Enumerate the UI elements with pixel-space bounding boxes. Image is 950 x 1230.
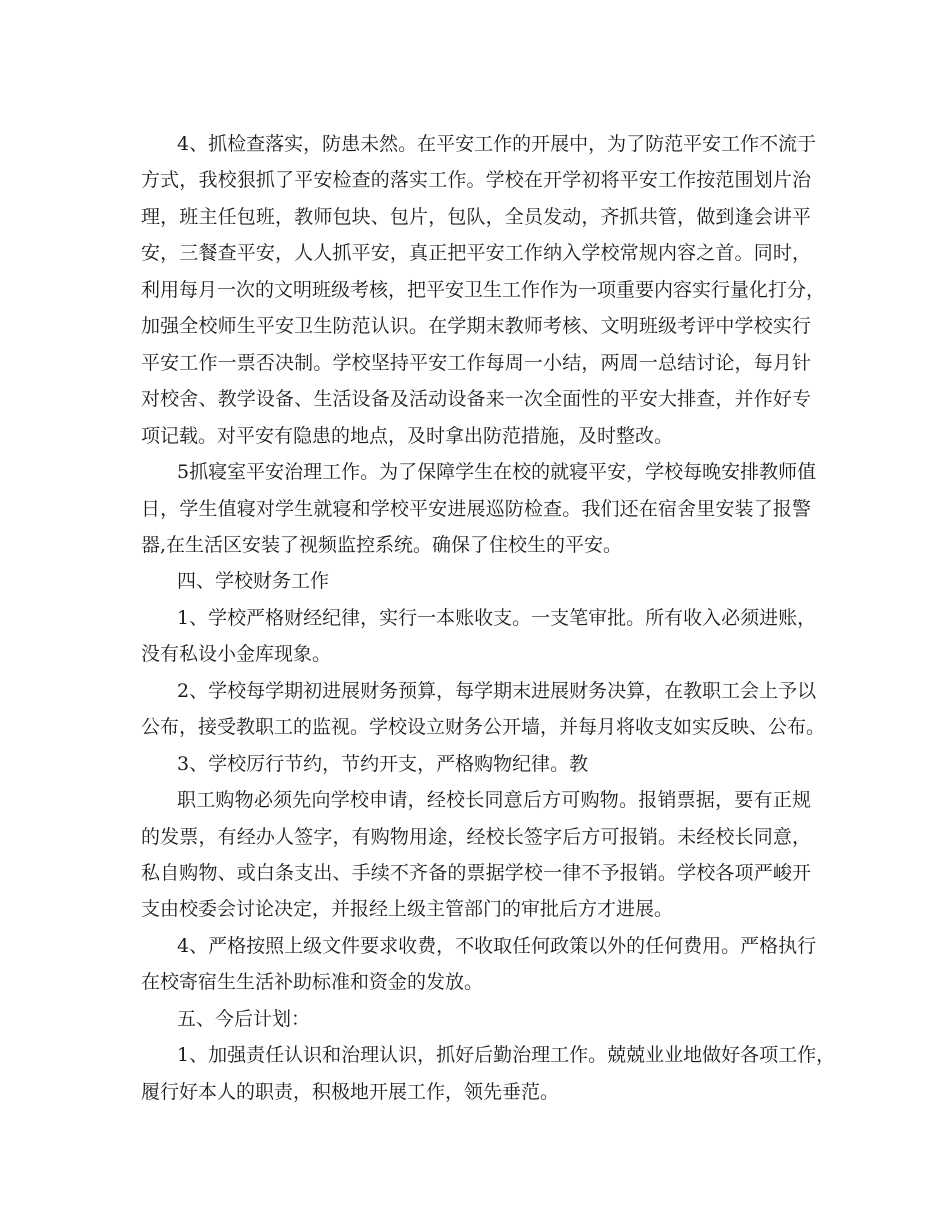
text-line-5: 利用每月一次的文明班级考核，把平安卫生工作作为一项重要内容实行量化打分， (141, 279, 826, 301)
text-line-22: 支由校委会讨论决定，并报经上级主管部门的审批后方才进展。 (141, 898, 674, 920)
text-line-26: 1、加强责任认识和治理认识，抓好后勤治理工作。兢兢业业地做好各项工作， (177, 1044, 836, 1066)
text-line-27: 履行好本人的职责，积极地开展工作，领先垂范。 (141, 1081, 560, 1103)
text-line-3: 理，班主任包班，教师包块、包片，包队，全员发动，齐抓共管，做到逢会讲平 (141, 206, 811, 228)
text-line-2: 方式，我校狠抓了平安检查的落实工作。学校在开学初将平安工作按范围划片治 (141, 169, 811, 191)
text-line-15: 没有私设小金库现象。 (141, 643, 332, 665)
text-line-6: 加强全校师生平安卫生防范认识。在学期末教师考核、文明班级考评中学校实行 (141, 315, 811, 337)
text-line-18: 3、学校厉行节约，节约开支，严格购物纪律。教 (177, 753, 589, 775)
text-line-23: 4、严格按照上级文件要求收费，不收取任何政策以外的任何费用。严格执行 (177, 935, 817, 957)
text-line-8: 对校舍、教学设备、生活设备及活动设备来一次全面性的平安大排查，并作好专 (141, 388, 811, 410)
text-line-1: 4、抓检查落实，防患未然。在平安工作的开展中，为了防范平安工作不流于 (177, 133, 817, 155)
text-line-14: 1、学校严格财经纪律，实行一本账收支。一支笔审批。所有收入必须进账， (177, 607, 817, 629)
text-line-17: 公布，接受教职工的监视。学校设立财务公开墙，并每月将收支如实反映、公布。 (141, 716, 826, 738)
section-heading-future-plan: 五、今后计划： (177, 1008, 311, 1030)
text-line-9: 项记载。对平安有隐患的地点，及时拿出防范措施，及时整改。 (141, 425, 674, 447)
text-line-12: 器,在生活区安装了视频监控系统。确保了住校生的平安。 (141, 534, 623, 556)
text-line-4: 安，三餐查平安，人人抓平安，真正把平安工作纳入学校常规内容之首。同时， (141, 242, 811, 264)
section-heading-finance: 四、学校财务工作 (177, 570, 330, 592)
text-line-24: 在校寄宿生生活补助标准和资金的发放。 (141, 971, 484, 993)
text-line-19: 职工购物必须先向学校申请，经校长同意后方可购物。报销票据，要有正规 (177, 789, 811, 811)
text-line-20: 的发票，有经办人签字，有购物用途，经校长签字后方可报销。未经校长同意， (141, 826, 811, 848)
text-line-16: 2、学校每学期初进展财务预算，每学期末进展财务决算，在教职工会上予以 (177, 680, 817, 702)
text-line-11: 日，学生值寝对学生就寝和学校平安进展巡防检查。我们还在宿舍里安装了报警 (141, 498, 811, 520)
text-line-21: 私自购物、或白条支出、手续不齐备的票据学校一律不予报销。学校各项严峻开 (141, 862, 811, 884)
text-line-7: 平安工作一票否决制。学校坚持平安工作每周一小结，两周一总结讨论，每月针 (141, 352, 811, 374)
text-line-10: 5抓寝室平安治理工作。为了保障学生在校的就寝平安，学校每晚安排教师值 (177, 461, 817, 483)
